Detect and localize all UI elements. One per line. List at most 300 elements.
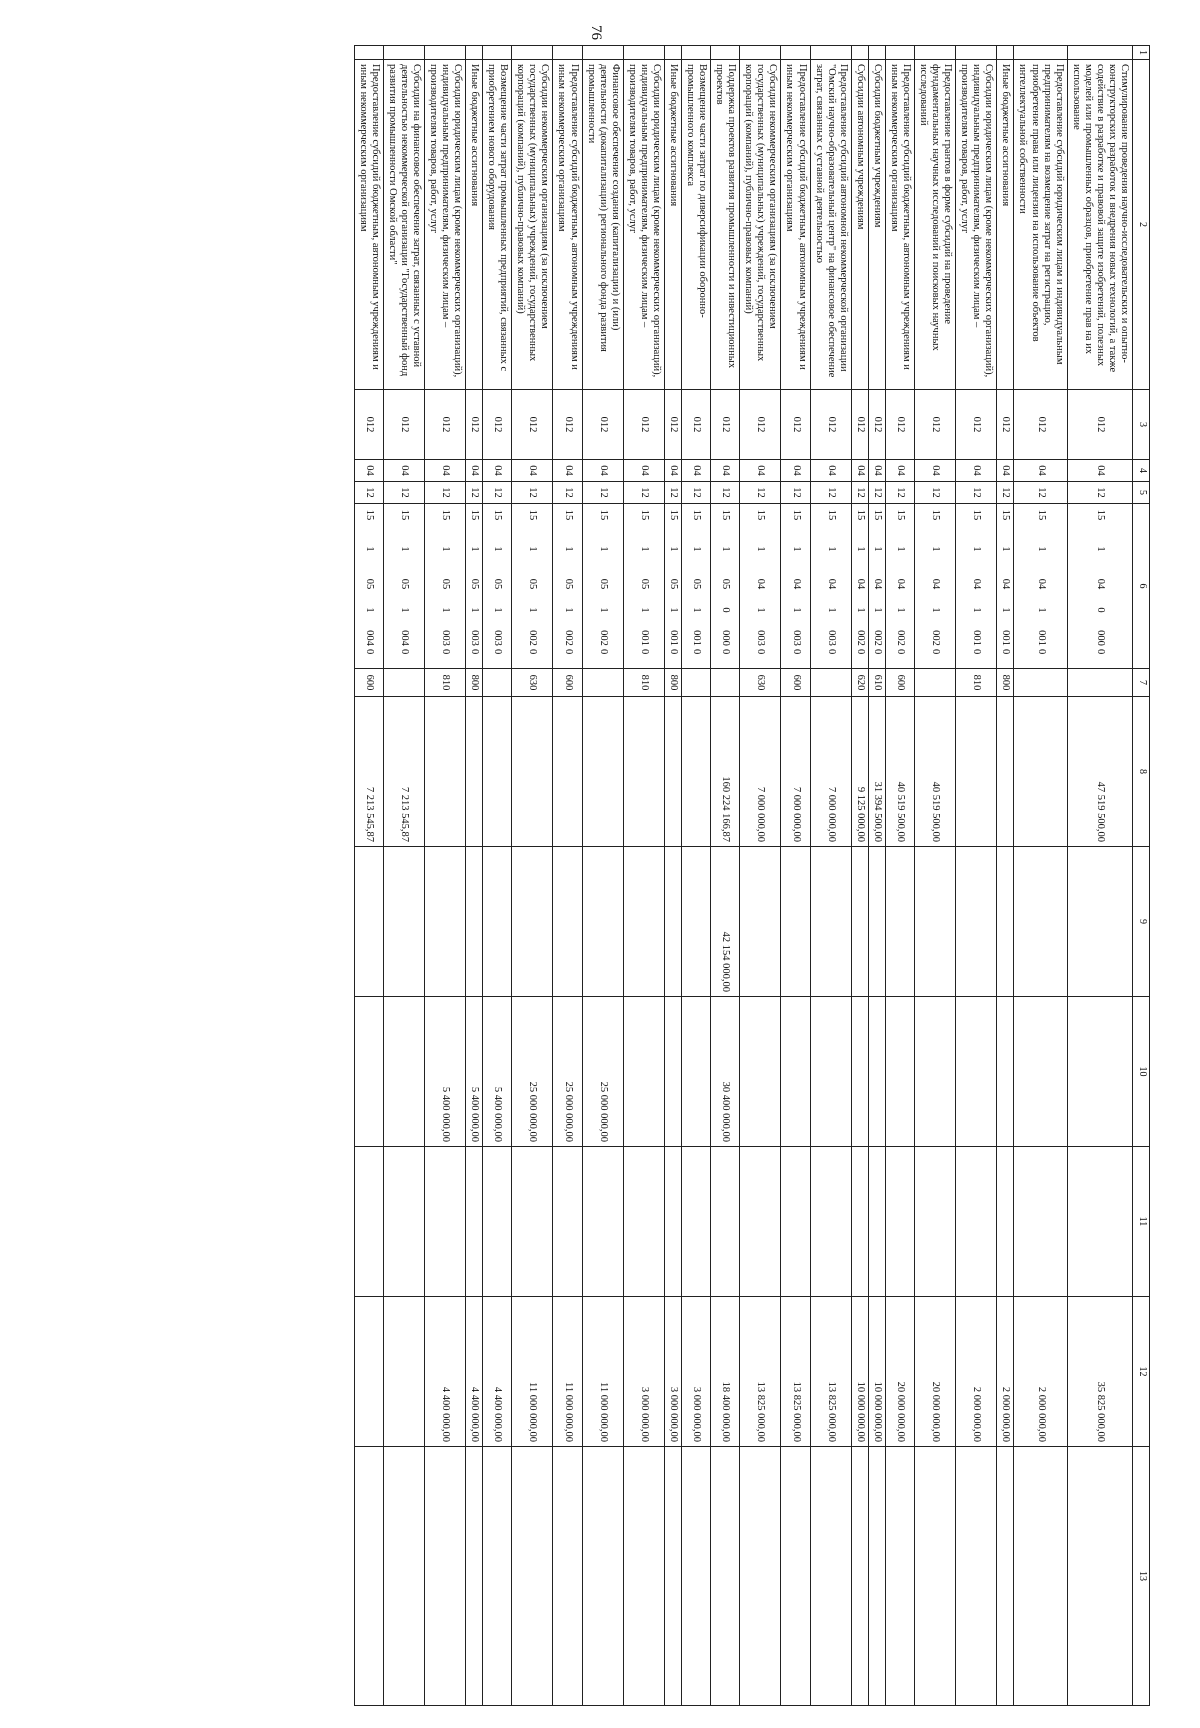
section-cell: 04: [383, 460, 424, 482]
page-number: 76: [588, 25, 604, 40]
target-code-part: 1: [527, 546, 539, 552]
expense-type-cell: 600: [354, 669, 383, 697]
target-code-part: 1: [492, 607, 504, 613]
amount-cell-12: 13 825 000,00: [781, 1297, 810, 1447]
target-code-cell: [885, 504, 914, 669]
amount-cell-11: [354, 1147, 383, 1297]
target-code-part: 1: [894, 546, 906, 552]
amount-cell-8: [664, 697, 681, 847]
target-code-part: 05: [492, 578, 504, 590]
amount-cell-8: [956, 697, 997, 847]
subsection-cell: 12: [781, 482, 810, 504]
amount-cell-9: [956, 847, 997, 997]
target-code-part: 0: [854, 649, 866, 655]
amount-cell-10: 5 400 000,00: [424, 997, 465, 1147]
row-name-cell: Иные бюджетные ассигнования: [997, 60, 1014, 390]
target-code-part: 0: [755, 649, 767, 655]
target-code-part: 04: [1000, 578, 1012, 590]
subsection-cell: 12: [810, 482, 851, 504]
amount-cell-13: [1014, 1447, 1067, 1706]
admin-code-cell: 012: [354, 390, 383, 460]
target-code-part: 1: [638, 546, 650, 552]
admin-code-cell: 012: [682, 390, 711, 460]
amount-cell-10: 30 400 000,00: [711, 997, 740, 1147]
admin-code-cell: 012: [383, 390, 424, 460]
row-index-cell: [1014, 46, 1067, 60]
amount-cell-11: [664, 1147, 681, 1297]
amount-cell-9: [582, 847, 623, 997]
target-code-cell: [664, 504, 681, 669]
target-code-part: 1: [492, 546, 504, 552]
target-code-part: 0: [1094, 649, 1106, 655]
target-code-part: 1: [930, 607, 942, 613]
column-header-8: 8: [1133, 697, 1150, 847]
amount-cell-13: [383, 1447, 424, 1706]
target-code-part: 0: [825, 649, 837, 655]
column-header-1: 1: [1133, 46, 1150, 60]
row-index-cell: [553, 46, 582, 60]
row-name-cell: Предоставление субсидий бюджетным, автономным учреждениям и иным некоммерческим организациям: [553, 60, 582, 390]
target-code-part: 15: [527, 509, 539, 521]
target-code-part: 1: [638, 607, 650, 613]
column-header-9: 9: [1133, 847, 1150, 997]
target-code-part: 04: [755, 578, 767, 590]
subsection-cell: 12: [354, 482, 383, 504]
amount-cell-9: [1014, 847, 1067, 997]
subsection-cell: 12: [851, 482, 868, 504]
target-code-part: 1: [469, 546, 481, 552]
column-header-11: 11: [1133, 1147, 1150, 1297]
expense-type-cell: [915, 669, 956, 697]
amount-cell-8: [682, 697, 711, 847]
row-name-cell: Субсидии некоммерческим организациям (за исключением государственных (муниципальных) учреждений, государственных корпораций (компаний), публично-правовых компаний): [740, 60, 781, 390]
table-row: [512, 46, 553, 1706]
target-code-part: 1: [691, 607, 703, 613]
amount-cell-13: [512, 1447, 553, 1706]
amount-cell-12: [354, 1297, 383, 1447]
admin-code-cell: 012: [466, 390, 483, 460]
target-code-part: 0: [1035, 649, 1047, 655]
target-code-part: 1: [930, 546, 942, 552]
amount-cell-11: [956, 1147, 997, 1297]
expense-type-cell: [810, 669, 851, 697]
amount-cell-8: 160 224 166,87: [711, 697, 740, 847]
row-index-cell: [781, 46, 810, 60]
target-code-part: 1: [398, 546, 410, 552]
target-code-part: 1: [854, 607, 866, 613]
target-code-part: 05: [527, 578, 539, 590]
amount-cell-12: 20 000 000,00: [885, 1297, 914, 1447]
target-code-part: 15: [398, 509, 410, 521]
row-index-cell: [885, 46, 914, 60]
amount-cell-10: [354, 997, 383, 1147]
table-row: [885, 46, 914, 1706]
target-code-part: 002: [854, 630, 866, 646]
row-name-cell: Стимулирование проведения научно-исследовательских и опытно-конструкторских разработок и внедрения новых технологий, а также содействие в разработке и правовой защите изобретений, полезных моделей или промышленных образцов, приобретение прав на их использование: [1067, 60, 1132, 390]
amount-cell-11: [997, 1147, 1014, 1297]
section-cell: 04: [354, 460, 383, 482]
target-code-part: 15: [1000, 509, 1012, 521]
expense-type-cell: [483, 669, 512, 697]
target-code-part: 004: [398, 630, 410, 646]
amount-cell-12: 35 825 000,00: [1067, 1297, 1132, 1447]
amount-cell-8: 7 000 000,00: [810, 697, 851, 847]
amount-cell-11: [466, 1147, 483, 1297]
section-cell: 04: [997, 460, 1014, 482]
amount-cell-13: [956, 1447, 997, 1706]
amount-cell-13: [781, 1447, 810, 1706]
row-name-cell: Предоставление субсидий бюджетным, автономным учреждениям и иным некоммерческим организациям: [354, 60, 383, 390]
amount-cell-13: [1067, 1447, 1132, 1706]
subsection-cell: 12: [553, 482, 582, 504]
row-name-cell: Субсидии автономным учреждениям: [851, 60, 868, 390]
amount-cell-9: [1067, 847, 1132, 997]
amount-cell-10: [810, 997, 851, 1147]
amount-cell-12: 4 400 000,00: [466, 1297, 483, 1447]
table-row: [956, 46, 997, 1706]
target-code-part: 15: [562, 509, 574, 521]
target-code-part: 002: [597, 630, 609, 646]
target-code-part: 04: [971, 578, 983, 590]
subsection-cell: 12: [483, 482, 512, 504]
amount-cell-8: 40 519 500,00: [915, 697, 956, 847]
amount-cell-11: [424, 1147, 465, 1297]
row-index-cell: [997, 46, 1014, 60]
table-row: [868, 46, 885, 1706]
target-code-part: 04: [894, 578, 906, 590]
target-code-part: 05: [668, 578, 679, 590]
subsection-cell: 12: [868, 482, 885, 504]
amount-cell-8: [623, 697, 664, 847]
target-code-cell: [781, 504, 810, 669]
target-code-cell: [810, 504, 851, 669]
target-code-part: 1: [363, 546, 375, 552]
target-code-part: 04: [790, 578, 802, 590]
target-code-cell: [424, 504, 465, 669]
amount-cell-8: 7 000 000,00: [781, 697, 810, 847]
target-code-part: 002: [562, 630, 574, 646]
section-cell: 04: [424, 460, 465, 482]
table-row: [851, 46, 868, 1706]
amount-cell-12: 3 000 000,00: [623, 1297, 664, 1447]
target-code-part: 1: [469, 607, 481, 613]
subsection-cell: 12: [682, 482, 711, 504]
amount-cell-13: [582, 1447, 623, 1706]
target-code-part: 15: [871, 509, 883, 521]
target-code-part: 001: [691, 630, 703, 646]
amount-cell-12: 3 000 000,00: [664, 1297, 681, 1447]
section-cell: 04: [851, 460, 868, 482]
target-code-part: 002: [871, 630, 883, 646]
target-code-part: 15: [469, 509, 481, 521]
row-name-cell: Возмещение части затрат промышленных предприятий, связанных с приобретением нового оборудования: [483, 60, 512, 390]
target-code-part: 1: [854, 546, 866, 552]
target-code-part: 002: [894, 630, 906, 646]
subsection-cell: 12: [664, 482, 681, 504]
subsection-cell: 12: [383, 482, 424, 504]
target-code-part: 1: [871, 546, 883, 552]
amount-cell-11: [868, 1147, 885, 1297]
row-index-cell: [810, 46, 851, 60]
target-code-part: 0: [930, 649, 942, 655]
target-code-cell: [354, 504, 383, 669]
target-code-part: 1: [1000, 546, 1012, 552]
target-code-part: 002: [527, 630, 539, 646]
target-code-part: 001: [1000, 630, 1012, 646]
target-code-part: 0: [720, 607, 732, 613]
amount-cell-12: 13 825 000,00: [740, 1297, 781, 1447]
admin-code-cell: 012: [553, 390, 582, 460]
amount-cell-10: [781, 997, 810, 1147]
target-code-part: 05: [363, 578, 375, 590]
target-code-part: 1: [871, 607, 883, 613]
amount-cell-9: [885, 847, 914, 997]
admin-code-cell: 012: [582, 390, 623, 460]
table-row: [354, 46, 383, 1706]
target-code-cell: [582, 504, 623, 669]
admin-code-cell: 012: [711, 390, 740, 460]
column-header-13: 13: [1133, 1447, 1150, 1706]
target-code-part: 15: [440, 509, 451, 521]
subsection-cell: 12: [512, 482, 553, 504]
section-cell: 04: [483, 460, 512, 482]
amount-cell-9: [424, 847, 465, 997]
table-row: [1067, 46, 1132, 1706]
section-cell: 04: [682, 460, 711, 482]
subsection-cell: 12: [466, 482, 483, 504]
amount-cell-12: 2 000 000,00: [997, 1297, 1014, 1447]
subsection-cell: 12: [424, 482, 465, 504]
amount-cell-8: [483, 697, 512, 847]
row-index-cell: [623, 46, 664, 60]
amount-cell-9: [383, 847, 424, 997]
amount-cell-11: [885, 1147, 914, 1297]
table-row: [582, 46, 623, 1706]
amount-cell-12: 2 000 000,00: [1014, 1297, 1067, 1447]
section-cell: 04: [1067, 460, 1132, 482]
amount-cell-11: [810, 1147, 851, 1297]
target-code-part: 0: [638, 649, 650, 655]
target-code-part: 0: [363, 649, 375, 655]
amount-cell-13: [740, 1447, 781, 1706]
admin-code-cell: 012: [915, 390, 956, 460]
row-name-cell: Субсидии бюджетным учреждениям: [868, 60, 885, 390]
row-index-cell: [682, 46, 711, 60]
row-index-cell: [512, 46, 553, 60]
amount-cell-13: [868, 1447, 885, 1706]
amount-cell-13: [553, 1447, 582, 1706]
target-code-part: 1: [597, 546, 609, 552]
target-code-part: 1: [1035, 546, 1047, 552]
admin-code-cell: 012: [851, 390, 868, 460]
target-code-part: 04: [871, 578, 883, 590]
amount-cell-11: [781, 1147, 810, 1297]
subsection-cell: 12: [582, 482, 623, 504]
row-name-cell: Возмещение части затрат по диверсификации оборонно-промышленного комплекса: [682, 60, 711, 390]
amount-cell-10: 25 000 000,00: [582, 997, 623, 1147]
amount-cell-11: [915, 1147, 956, 1297]
row-name-cell: Иные бюджетные ассигнования: [466, 60, 483, 390]
amount-cell-10: [997, 997, 1014, 1147]
expense-type-cell: 600: [885, 669, 914, 697]
target-code-part: 0: [1094, 607, 1106, 613]
target-code-part: 000: [720, 630, 732, 646]
amount-cell-12: 10 000 000,00: [851, 1297, 868, 1447]
target-code-part: 0: [790, 649, 802, 655]
table-row: [483, 46, 512, 1706]
target-code-part: 05: [638, 578, 650, 590]
amount-cell-12: [383, 1297, 424, 1447]
target-code-part: 003: [492, 630, 504, 646]
amount-cell-10: [851, 997, 868, 1147]
row-index-cell: [868, 46, 885, 60]
row-index-cell: [956, 46, 997, 60]
target-code-part: 1: [755, 607, 767, 613]
amount-cell-13: [997, 1447, 1014, 1706]
amount-cell-13: [915, 1447, 956, 1706]
target-code-cell: [553, 504, 582, 669]
section-cell: 04: [623, 460, 664, 482]
section-cell: 04: [885, 460, 914, 482]
header-row: [1133, 46, 1150, 1706]
target-code-part: 003: [755, 630, 767, 646]
amount-cell-10: 5 400 000,00: [483, 997, 512, 1147]
section-cell: 04: [915, 460, 956, 482]
target-code-part: 1: [597, 607, 609, 613]
amount-cell-13: [682, 1447, 711, 1706]
target-code-part: 1: [527, 607, 539, 613]
expense-type-cell: 810: [424, 669, 465, 697]
target-code-part: 003: [440, 630, 451, 646]
amount-cell-12: 10 000 000,00: [868, 1297, 885, 1447]
amount-cell-9: 42 154 000,00: [711, 847, 740, 997]
amount-cell-11: [553, 1147, 582, 1297]
section-cell: 04: [711, 460, 740, 482]
row-name-cell: Иные бюджетные ассигнования: [664, 60, 681, 390]
target-code-part: 15: [1035, 509, 1047, 521]
amount-cell-11: [483, 1147, 512, 1297]
amount-cell-9: [781, 847, 810, 997]
row-name-cell: Субсидии некоммерческим организациям (за исключением государственных (муниципальных) учреждений, государственных корпораций (компаний), публично-правовых компаний): [512, 60, 553, 390]
section-cell: 04: [868, 460, 885, 482]
target-code-part: 1: [691, 546, 703, 552]
target-code-part: 001: [971, 630, 983, 646]
target-code-part: 15: [492, 509, 504, 521]
amount-cell-11: [1014, 1147, 1067, 1297]
amount-cell-13: [483, 1447, 512, 1706]
amount-cell-10: [383, 997, 424, 1147]
target-code-cell: [682, 504, 711, 669]
amount-cell-9: [512, 847, 553, 997]
amount-cell-10: 25 000 000,00: [553, 997, 582, 1147]
target-code-part: 0: [398, 649, 410, 655]
target-code-part: 1: [1000, 607, 1012, 613]
target-code-part: 05: [398, 578, 410, 590]
target-code-part: 15: [894, 509, 906, 521]
target-code-cell: [997, 504, 1014, 669]
target-code-part: 04: [1035, 578, 1047, 590]
amount-cell-8: [424, 697, 465, 847]
amount-cell-12: 13 825 000,00: [810, 1297, 851, 1447]
amount-cell-9: [664, 847, 681, 997]
amount-cell-12: 3 000 000,00: [682, 1297, 711, 1447]
row-name-cell: Предоставление субсидий юридическим лицам и индивидуальным предпринимателям на возмещение затрат на регистрацию, приобретение права или лицензии на использование объектов интеллектуальной собственности: [1014, 60, 1067, 390]
amount-cell-12: 11 000 000,00: [582, 1297, 623, 1447]
row-index-cell: [424, 46, 465, 60]
amount-cell-9: [915, 847, 956, 997]
amount-cell-9: [354, 847, 383, 997]
amount-cell-13: [623, 1447, 664, 1706]
expense-type-cell: 810: [623, 669, 664, 697]
amount-cell-9: [466, 847, 483, 997]
amount-cell-8: [553, 697, 582, 847]
row-index-cell: [1067, 46, 1132, 60]
target-code-part: 004: [363, 630, 375, 646]
amount-cell-8: [466, 697, 483, 847]
section-cell: 04: [956, 460, 997, 482]
target-code-part: 04: [930, 578, 942, 590]
target-code-part: 1: [825, 607, 837, 613]
row-name-cell: Поддержка проектов развития промышленности и инвестиционных проектов: [711, 60, 740, 390]
amount-cell-13: [810, 1447, 851, 1706]
target-code-cell: [868, 504, 885, 669]
expense-type-cell: 600: [553, 669, 582, 697]
table-row: [623, 46, 664, 1706]
amount-cell-12: 4 400 000,00: [483, 1297, 512, 1447]
target-code-part: 001: [1035, 630, 1047, 646]
target-code-cell: [711, 504, 740, 669]
section-cell: 04: [553, 460, 582, 482]
target-code-part: 003: [825, 630, 837, 646]
amount-cell-10: [623, 997, 664, 1147]
table-row: [466, 46, 483, 1706]
target-code-part: 002: [930, 630, 942, 646]
row-index-cell: [466, 46, 483, 60]
amount-cell-10: [915, 997, 956, 1147]
amount-cell-13: [354, 1447, 383, 1706]
amount-cell-9: [682, 847, 711, 997]
amount-cell-9: [740, 847, 781, 997]
amount-cell-9: [483, 847, 512, 997]
table-row: [781, 46, 810, 1706]
target-code-part: 1: [562, 607, 574, 613]
target-code-part: 15: [854, 509, 866, 521]
table-row: [553, 46, 582, 1706]
target-code-part: 15: [825, 509, 837, 521]
amount-cell-8: 7 213 545,87: [383, 697, 424, 847]
target-code-part: 1: [562, 546, 574, 552]
expense-type-cell: [582, 669, 623, 697]
target-code-part: 1: [398, 607, 410, 613]
target-code-part: 15: [638, 509, 650, 521]
target-code-cell: [483, 504, 512, 669]
target-code-part: 0: [527, 649, 539, 655]
target-code-part: 0: [691, 649, 703, 655]
subsection-cell: 12: [885, 482, 914, 504]
target-code-part: 0: [971, 649, 983, 655]
section-cell: 04: [810, 460, 851, 482]
amount-cell-9: [623, 847, 664, 997]
target-code-part: 15: [691, 509, 703, 521]
target-code-part: 15: [930, 509, 942, 521]
row-name-cell: Предоставление субсидий бюджетным, автономным учреждениям и иным некоммерческим организациям: [781, 60, 810, 390]
target-code-part: 1: [440, 546, 451, 552]
amount-cell-10: [682, 997, 711, 1147]
subsection-cell: 12: [956, 482, 997, 504]
expense-type-cell: 600: [781, 669, 810, 697]
table-row: [383, 46, 424, 1706]
target-code-part: 04: [854, 578, 866, 590]
